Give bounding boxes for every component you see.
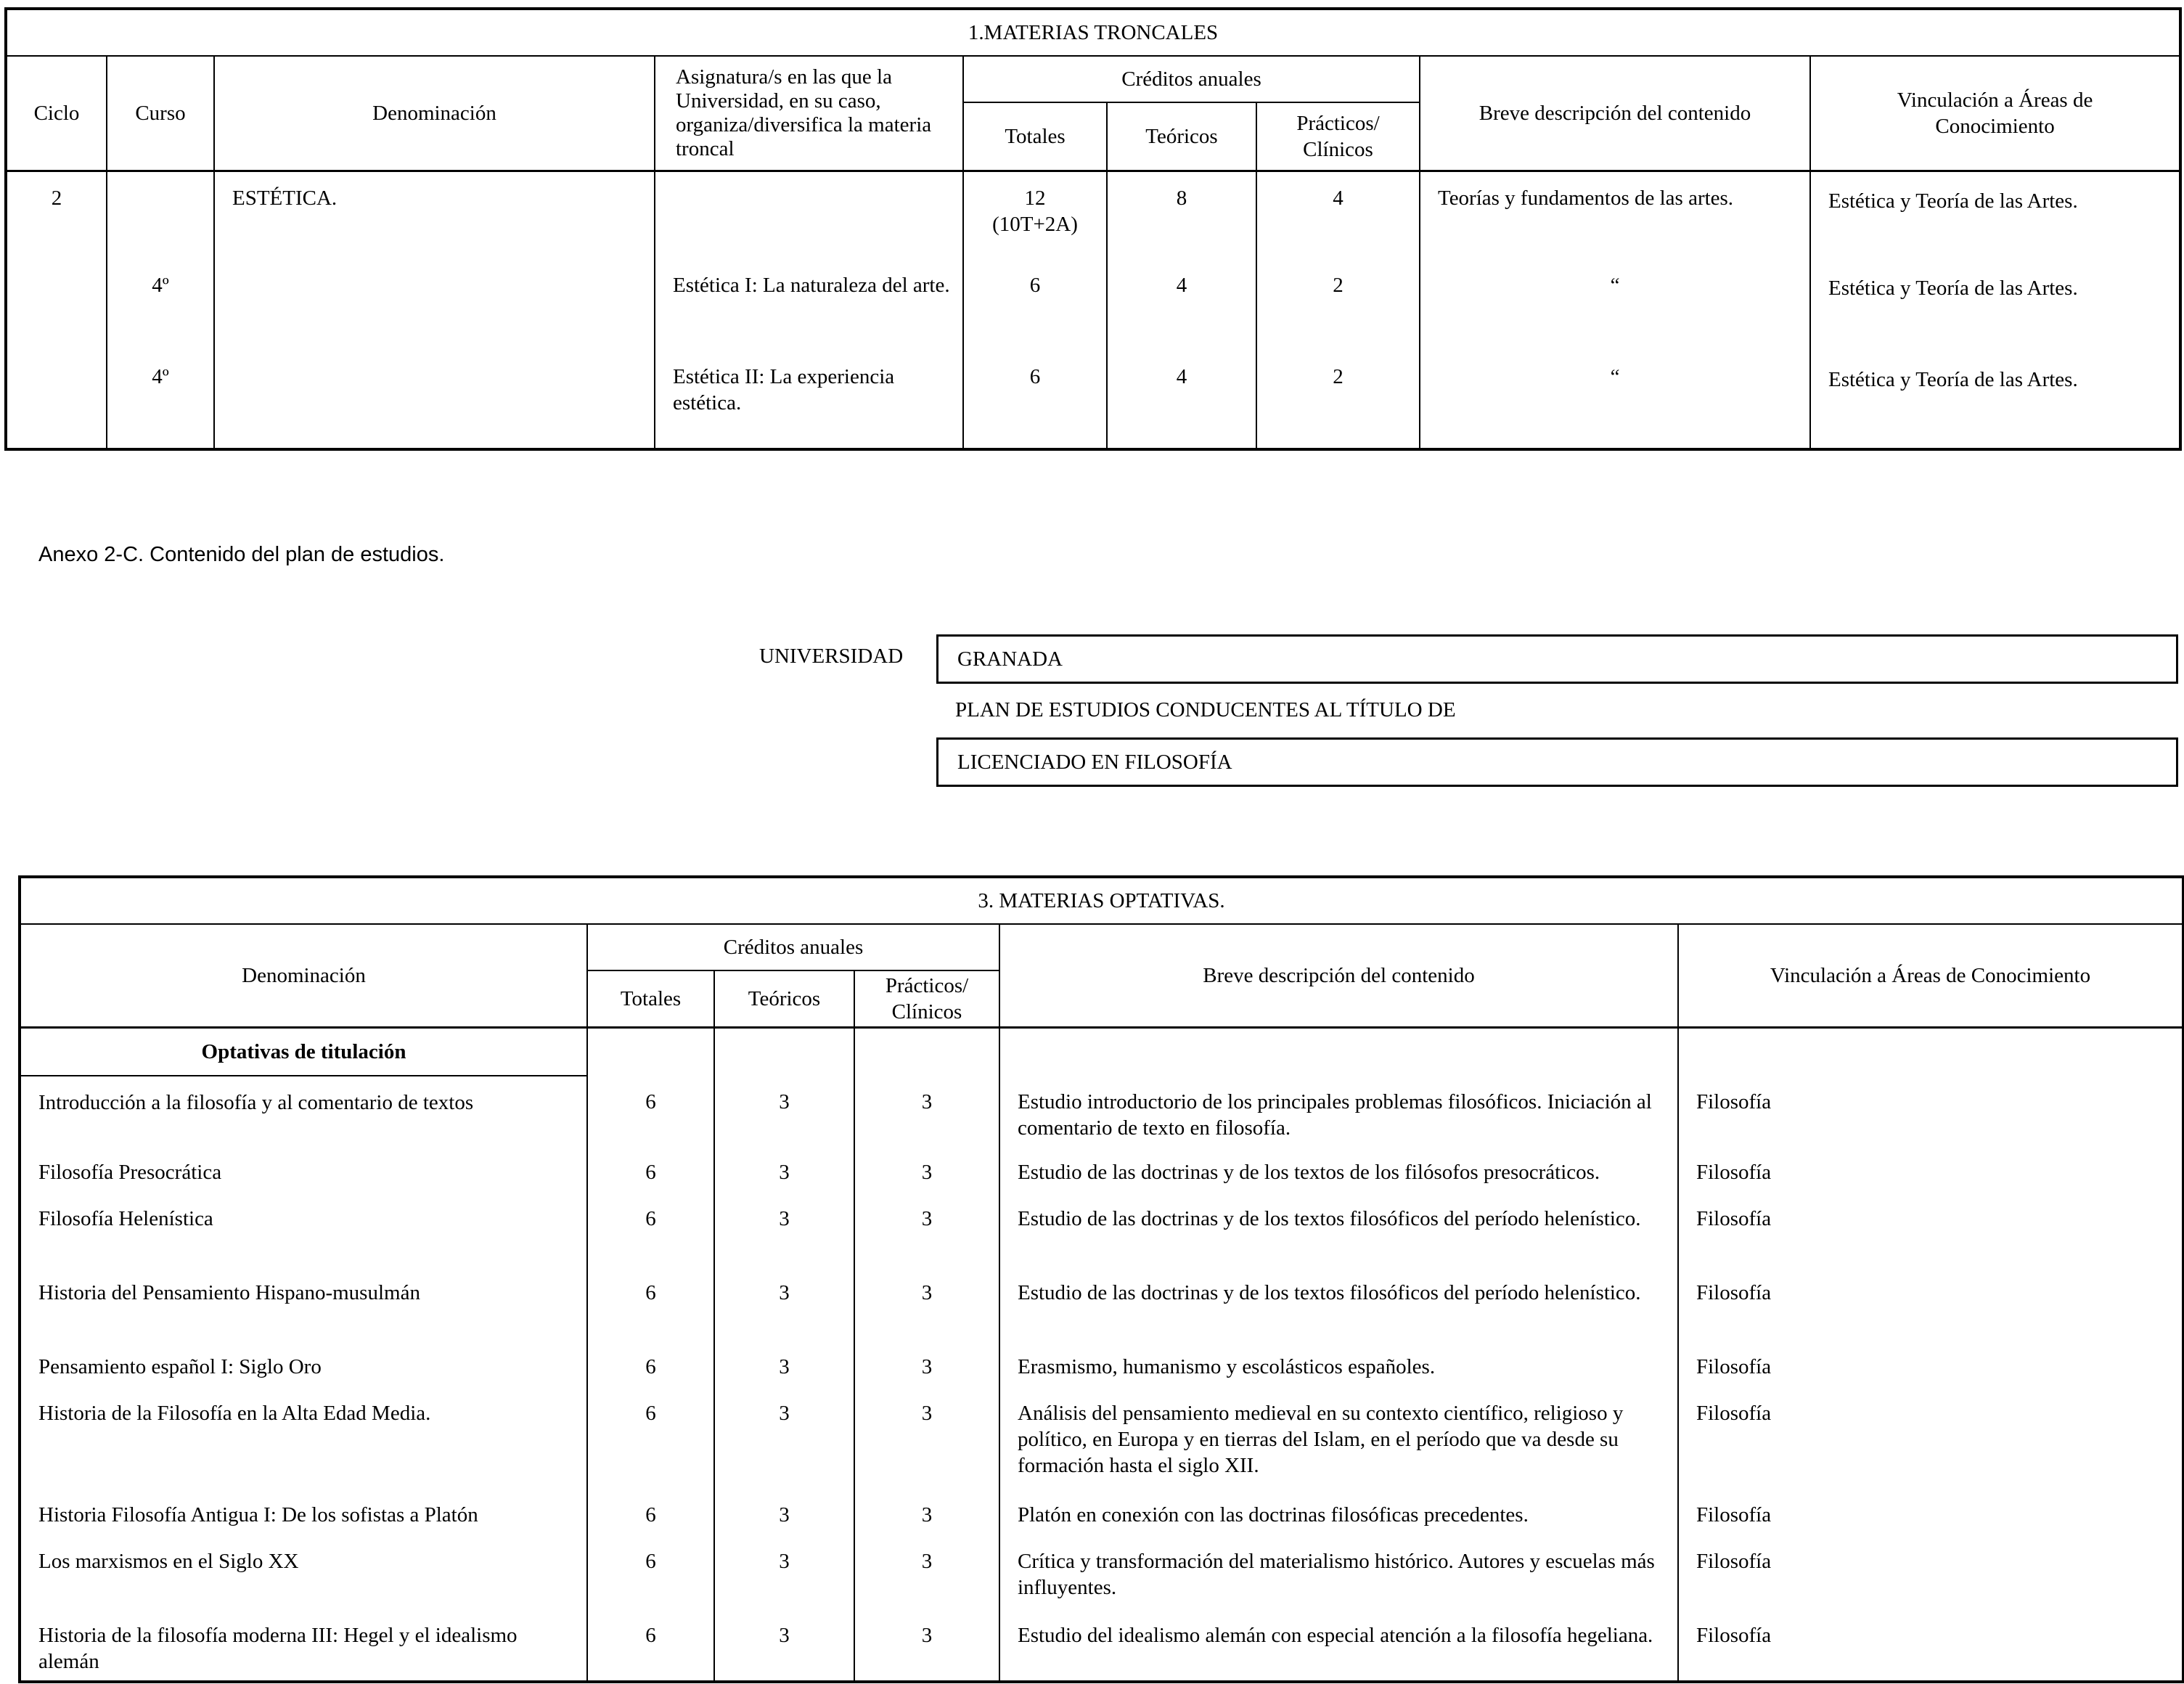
section-title: Optativas de titulación	[20, 1028, 587, 1076]
cell-totales: 6	[963, 259, 1107, 351]
cell-denominacion: Introducción a la filosofía y al comentario de textos	[20, 1076, 587, 1150]
cell-totales: 6	[587, 1616, 714, 1682]
cell-totales-note: (10T+2A)	[992, 213, 1078, 236]
cell-practicos: 2	[1256, 259, 1420, 351]
cell-descripcion: Erasmismo, humanismo y escolásticos españoles.	[999, 1346, 1678, 1394]
cell-totales	[963, 171, 1107, 260]
cell-vinculacion: Estética y Teoría de las Artes.	[1810, 351, 2180, 449]
cell-curso: 4º	[107, 259, 214, 351]
header-teoricos: Teóricos	[714, 970, 854, 1028]
cell-teoricos: 8	[1107, 171, 1256, 260]
cell-practicos: 3	[854, 1198, 999, 1272]
header-teoricos: Teóricos	[1107, 102, 1256, 171]
cell-practicos: 2	[1256, 351, 1420, 449]
cell-teoricos: 3	[714, 1346, 854, 1394]
table-row	[20, 1495, 2183, 1542]
cell-asignatura	[655, 171, 963, 260]
cell-descripcion: Estudio del idealismo alemán con especial atención a la filosofía hegeliana.	[999, 1616, 1678, 1682]
empty-cell	[587, 1028, 714, 1076]
table-row	[6, 259, 2180, 351]
cell-denominacion	[214, 259, 655, 351]
header-totales: Totales	[963, 102, 1107, 171]
cell-practicos: 3	[854, 1616, 999, 1682]
header-practicos: Prácticos/ Clínicos	[1256, 102, 1420, 171]
cell-asignatura: Estética I: La naturaleza del arte.	[655, 259, 963, 351]
cell-ciclo: 2	[6, 171, 107, 260]
empty-cell	[714, 1028, 854, 1076]
cell-totales: 6	[587, 1542, 714, 1616]
cell-totales: 6	[587, 1150, 714, 1198]
header-descripcion: Breve descripción del contenido	[1420, 56, 1810, 171]
table-row	[6, 351, 2180, 449]
table-row	[6, 171, 2180, 260]
cell-totales-value: 12	[1024, 187, 1046, 210]
cell-descripcion: Platón en conexión con las doctrinas filosóficas precedentes.	[999, 1495, 1678, 1542]
cell-practicos: 3	[854, 1272, 999, 1346]
header-creditos: Créditos anuales	[587, 924, 999, 970]
cell-denominacion: Filosofía Presocrática	[20, 1150, 587, 1198]
cell-totales: 6	[587, 1198, 714, 1272]
cell-teoricos: 3	[714, 1542, 854, 1616]
cell-vinculacion: Filosofía	[1678, 1150, 2183, 1198]
table-row	[20, 1198, 2183, 1272]
cell-ciclo	[6, 259, 107, 351]
header-asignaturas: Asignatura/s en las que la Universidad, en su caso, organiza/diversifica la materia troncal	[655, 56, 963, 171]
cell-totales: 6	[963, 351, 1107, 449]
cell-teoricos: 3	[714, 1616, 854, 1682]
titulo-box: LICENCIADO EN FILOSOFÍA	[936, 737, 2178, 787]
table-row	[20, 1150, 2183, 1198]
table-row	[20, 1616, 2183, 1682]
cell-descripcion: Teorías y fundamentos de las artes.	[1420, 171, 1810, 260]
cell-descripcion: Estudio de las doctrinas y de los textos filosóficos del período helenístico.	[999, 1198, 1678, 1272]
table-row	[20, 1076, 2183, 1150]
cell-practicos: 3	[854, 1495, 999, 1542]
cell-practicos: 3	[854, 1394, 999, 1495]
table-row	[20, 1542, 2183, 1616]
cell-descripcion: Crítica y transformación del materialismo histórico. Autores y escuelas más influyentes.	[999, 1542, 1678, 1616]
cell-vinculacion: Filosofía	[1678, 1542, 2183, 1616]
anexo-title: Anexo 2-C. Contenido del plan de estudios.	[38, 543, 445, 566]
cell-vinculacion: Filosofía	[1678, 1198, 2183, 1272]
table-row	[20, 1394, 2183, 1495]
cell-teoricos: 3	[714, 1394, 854, 1495]
cell-descripcion: Estudio de las doctrinas y de los textos filosóficos del período helenístico.	[999, 1272, 1678, 1346]
cell-totales: 6	[587, 1346, 714, 1394]
cell-curso: 4º	[107, 351, 214, 449]
header-curso: Curso	[107, 56, 214, 171]
cell-teoricos: 3	[714, 1198, 854, 1272]
header-practicos: Prácticos/ Clínicos	[854, 970, 999, 1028]
header-totales: Totales	[587, 970, 714, 1028]
header-vinculacion: Vinculación a Áreas de Conocimiento	[1678, 924, 2183, 1028]
empty-cell	[854, 1028, 999, 1076]
cell-denominacion: Historia de la Filosofía en la Alta Edad Media.	[20, 1394, 587, 1495]
header-denominacion: Denominación	[20, 924, 587, 1028]
cell-practicos: 3	[854, 1076, 999, 1150]
table-row	[20, 1346, 2183, 1394]
optativas-table	[18, 875, 2184, 1683]
cell-descripcion: Estudio introductorio de los principales problemas filosóficos. Iniciación al comentario de texto en filosofía.	[999, 1076, 1678, 1150]
cell-denominacion: Pensamiento español I: Siglo Oro	[20, 1346, 587, 1394]
cell-descripcion: Estudio de las doctrinas y de los textos de los filósofos presocráticos.	[999, 1150, 1678, 1198]
table-row	[20, 1272, 2183, 1346]
cell-teoricos: 4	[1107, 351, 1256, 449]
cell-teoricos: 4	[1107, 259, 1256, 351]
cell-denominacion: Historia de la filosofía moderna III: Hegel y el idealismo alemán	[20, 1616, 587, 1682]
header-denominacion: Denominación	[214, 56, 655, 171]
cell-teoricos: 3	[714, 1272, 854, 1346]
cell-practicos: 3	[854, 1542, 999, 1616]
cell-denominacion: ESTÉTICA.	[214, 171, 655, 260]
header-vinculacion: Vinculación a Áreas de Conocimiento	[1810, 56, 2180, 171]
empty-cell	[999, 1028, 1678, 1076]
optativas-title: 3. MATERIAS OPTATIVAS.	[20, 877, 2183, 924]
plan-label: PLAN DE ESTUDIOS CONDUCENTES AL TÍTULO DE	[955, 698, 1456, 722]
cell-vinculacion: Filosofía	[1678, 1076, 2183, 1150]
cell-teoricos: 3	[714, 1076, 854, 1150]
cell-curso	[107, 171, 214, 260]
empty-cell	[1678, 1028, 2183, 1076]
cell-vinculacion: Filosofía	[1678, 1272, 2183, 1346]
header-ciclo: Ciclo	[6, 56, 107, 171]
cell-denominacion: Filosofía Helenística	[20, 1198, 587, 1272]
cell-practicos: 3	[854, 1346, 999, 1394]
cell-descripcion: “	[1420, 259, 1810, 351]
cell-totales: 6	[587, 1076, 714, 1150]
cell-teoricos: 3	[714, 1495, 854, 1542]
cell-totales: 6	[587, 1495, 714, 1542]
cell-totales: 6	[587, 1272, 714, 1346]
cell-descripcion: Análisis del pensamiento medieval en su contexto científico, religioso y político, en Europa y en tierras del Islam, en el período que va desde su formación hasta el siglo XII.	[999, 1394, 1678, 1495]
cell-vinculacion: Estética y Teoría de las Artes.	[1810, 259, 2180, 351]
universidad-label: UNIVERSIDAD	[759, 645, 904, 668]
cell-ciclo	[6, 351, 107, 449]
cell-denominacion: Los marxismos en el Siglo XX	[20, 1542, 587, 1616]
cell-denominacion: Historia Filosofía Antigua I: De los sofistas a Platón	[20, 1495, 587, 1542]
cell-practicos: 4	[1256, 171, 1420, 260]
header-creditos: Créditos anuales	[963, 56, 1420, 102]
cell-asignatura: Estética II: La experiencia estética.	[655, 351, 963, 449]
troncales-table	[4, 7, 2182, 451]
cell-denominacion: Historia del Pensamiento Hispano-musulmán	[20, 1272, 587, 1346]
cell-practicos: 3	[854, 1150, 999, 1198]
header-descripcion: Breve descripción del contenido	[999, 924, 1678, 1028]
cell-vinculacion: Filosofía	[1678, 1495, 2183, 1542]
troncales-title: 1.MATERIAS TRONCALES	[6, 9, 2180, 56]
cell-vinculacion: Filosofía	[1678, 1346, 2183, 1394]
cell-descripcion: “	[1420, 351, 1810, 449]
cell-totales: 6	[587, 1394, 714, 1495]
cell-vinculacion: Estética y Teoría de las Artes.	[1810, 171, 2180, 260]
cell-denominacion	[214, 351, 655, 449]
cell-vinculacion: Filosofía	[1678, 1394, 2183, 1495]
cell-teoricos: 3	[714, 1150, 854, 1198]
universidad-box: GRANADA	[936, 634, 2178, 684]
cell-vinculacion: Filosofía	[1678, 1616, 2183, 1682]
